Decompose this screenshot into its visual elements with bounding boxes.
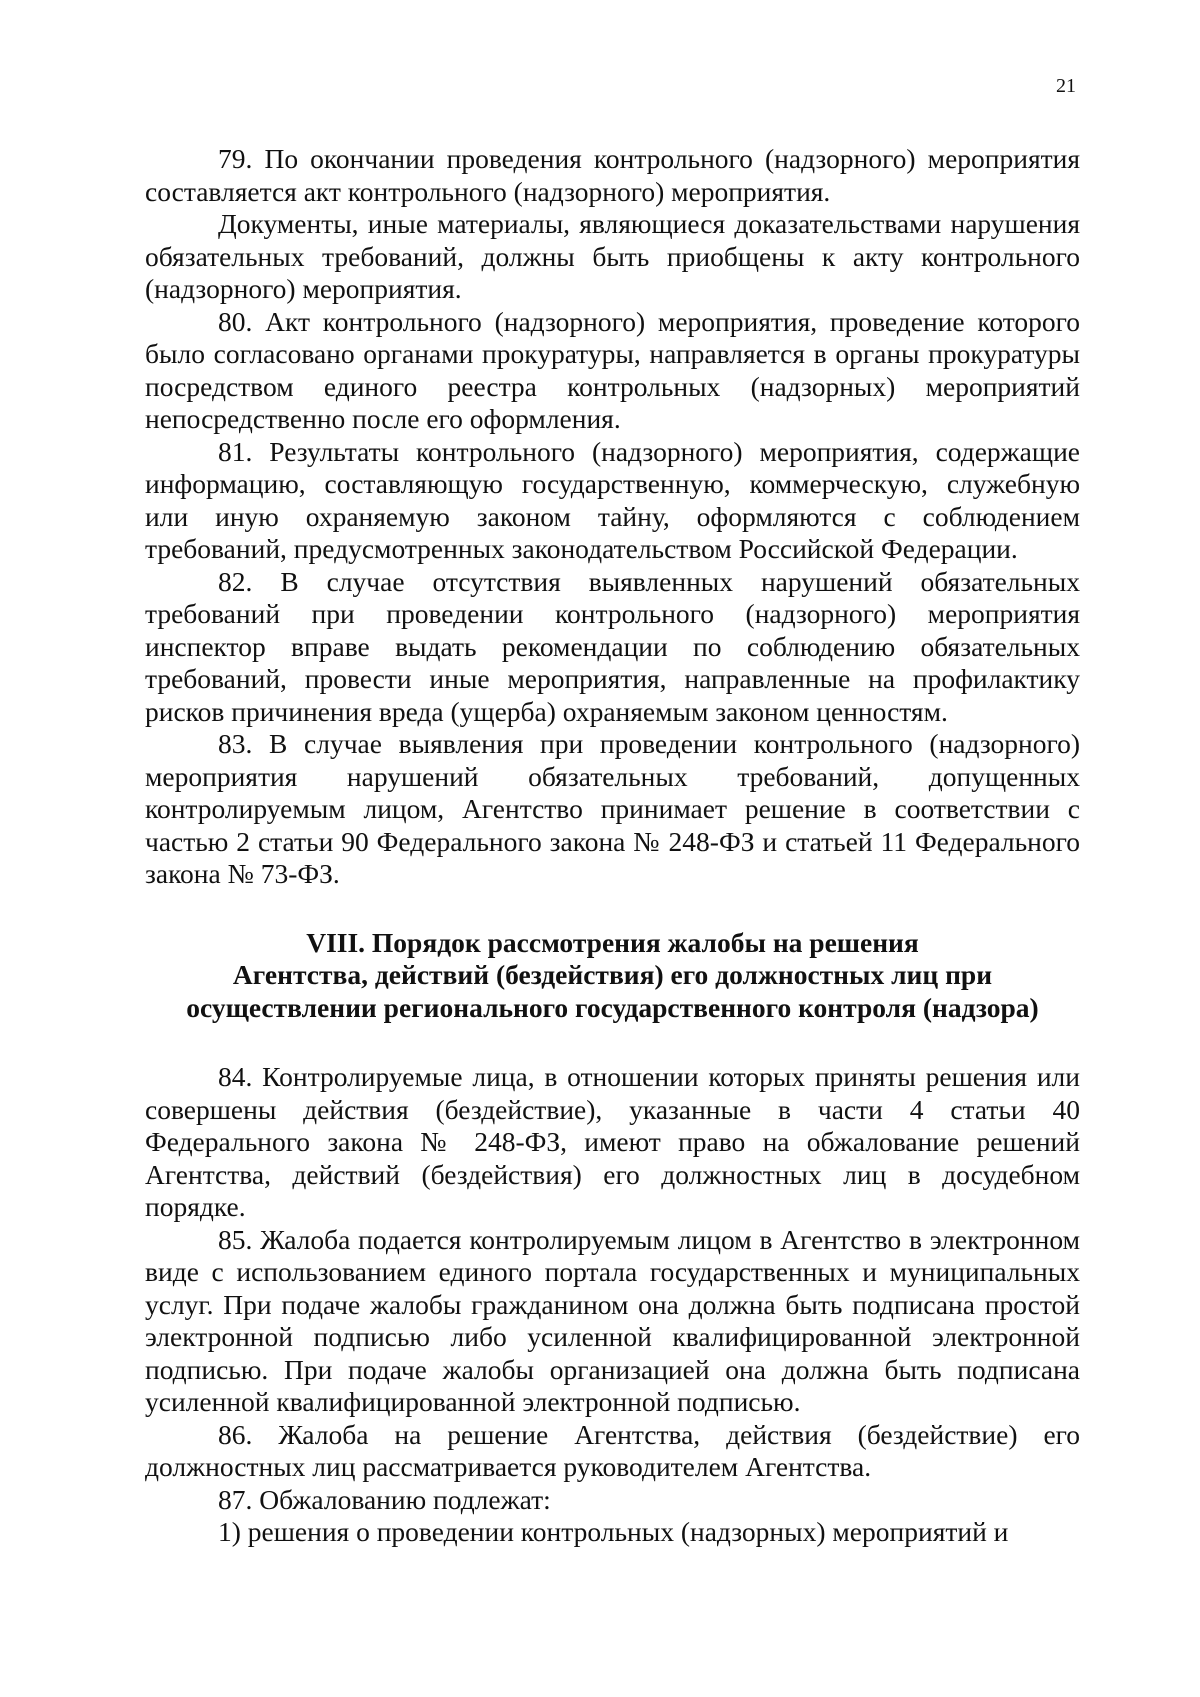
paragraph-documents: Документы, иные материалы, являющиеся доказательствами нарушения обязательных требований, должны быть приобщены к акту контрольного (надзорного) мероприятия. [145, 208, 1080, 304]
paragraph-87: 87. Обжалованию подлежат: [218, 1483, 551, 1515]
section-heading-line-1: VIII. Порядок рассмотрения жалобы на решения [306, 926, 919, 958]
section-heading [145, 927, 1080, 1025]
paragraph-85: 85. Жалоба подается контролируемым лицом в Агентство в электронном виде с использованием единого портала государственных и муниципальных услуг. При подаче жалобы гражданином она должна быть подписана простой электронной подписью либо усиленной квалифицированной электронной подписью. При подаче жалобы организацией она должна быть подписана усиленной квалифицированной электронной подписью. [145, 1223, 1080, 1417]
paragraph-87-item-1: 1) решения о проведении контрольных (надзорных) мероприятий и [218, 1516, 1009, 1547]
paragraph-86: 86. Жалоба на решение Агентства, действия (бездействие) его должностных лиц рассматривается руководителем Агентства. [145, 1418, 1080, 1482]
paragraph-80: 80. Акт контрольного (надзорного) мероприятия, проведение которого было согласовано органами прокуратуры, направляется в органы прокуратуры посредством единого реестра контрольных (надзорных) мероприятий непосредственно после его оформления. [145, 305, 1080, 434]
document-body [145, 143, 1080, 1549]
paragraph-79: 79. По окончании проведения контрольного (надзорного) мероприятия составляется акт контрольного (надзорного) мероприятия. [145, 143, 1080, 207]
paragraph-83: 83. В случае выявления при проведении контрольного (надзорного) мероприятия нарушений обязательных требований, допущенных контролируемым лицом, Агентство принимает решение в соответствии с частью 2 статьи 90 Федерального закона № 248-ФЗ и статьей 11 Федерального закона № 73-ФЗ. [145, 728, 1080, 889]
paragraph-81: 81. Результаты контрольного (надзорного) мероприятия, содержащие информацию, составляющую государственную, коммерческую, служебную или иную охраняемую законом тайну, оформляются с соблюдением требований, предусмотренных законодательством Российской Федерации. [145, 435, 1080, 564]
section-heading-line-3: осуществлении регионального государственного контроля (надзора) [186, 991, 1039, 1023]
paragraph-82: 82. В случае отсутствия выявленных нарушений обязательных требований при проведении контрольного (надзорного) мероприятия инспектор вправе выдать рекомендации по соблюдению обязательных требований, провести иные мероприятия, направленные на профилактику рисков причинения вреда (ущерба) охраняемым законом ценностям. [145, 565, 1080, 727]
paragraph-84: 84. Контролируемые лица, в отношении которых приняты решения или совершены действия (бездействие), указанные в части 4 статьи 40 Федерального закона № 248-ФЗ, имеют право на обжалование решений Агентства, действий (бездействия) его должностных лиц в досудебном порядке. [145, 1061, 1080, 1222]
section-heading-line-2: Агентства, действий (бездействия) его должностных лиц при [232, 959, 993, 990]
page-number: 21 [1056, 75, 1076, 97]
